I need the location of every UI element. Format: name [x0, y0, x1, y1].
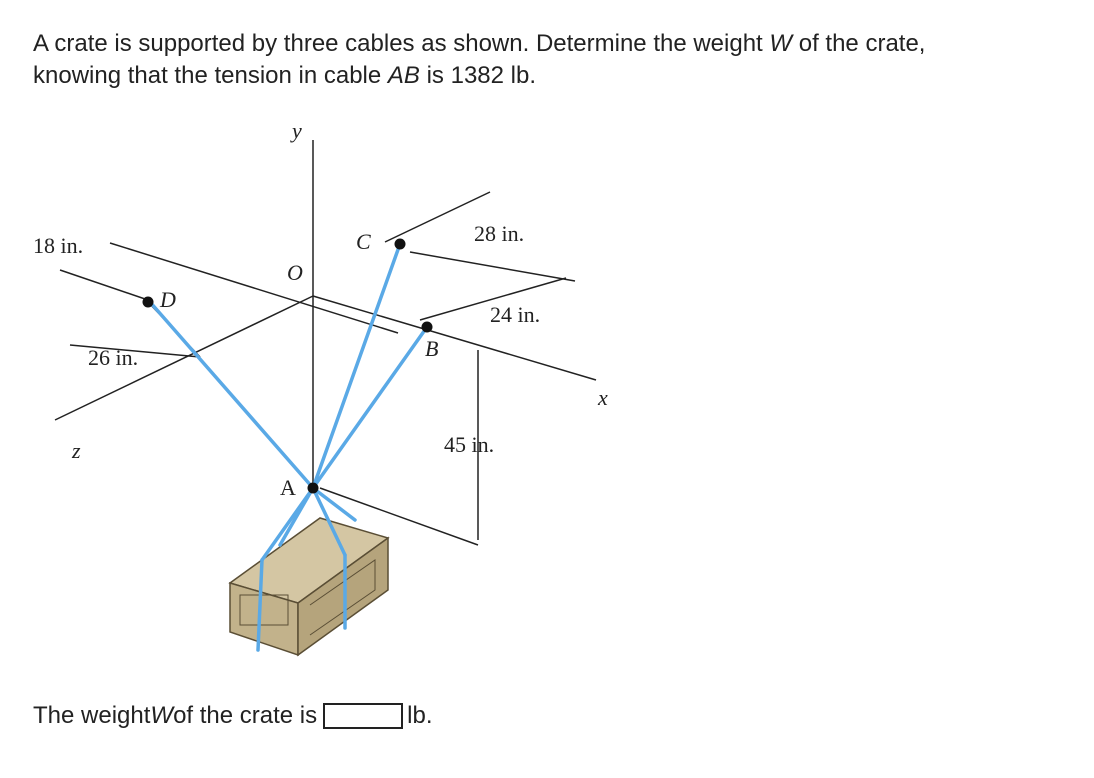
answer-prefix-pre: The weight [33, 702, 151, 729]
axis-label-z: z [72, 438, 81, 463]
axis-label-y: y [292, 118, 302, 143]
axis-label-x: x [598, 385, 608, 410]
point-d-dot [143, 297, 154, 308]
point-label-o: O [287, 260, 303, 285]
weight-answer-input[interactable] [323, 703, 403, 729]
answer-row [33, 700, 433, 732]
dim-label-28: 28 in. [474, 221, 525, 246]
ceiling-line-c-x [410, 252, 575, 281]
point-label-a: A [280, 475, 296, 500]
answer-unit: lb. [407, 702, 433, 729]
dim-label-24: 24 in. [490, 302, 541, 327]
cable-ab [313, 327, 427, 488]
answer-var-w: W [150, 702, 174, 729]
question-line2-post: is 1382 lb. [419, 62, 536, 89]
point-label-b: B [425, 336, 439, 361]
answer-prefix-post: of the crate is [173, 702, 318, 729]
dim-18-line [60, 270, 148, 300]
crate [230, 518, 388, 655]
cable-ac [313, 244, 400, 488]
question-line1-pre: A crate is supported by three cables as shown. Determine the weight [33, 30, 770, 57]
ceiling-line-back [110, 243, 398, 333]
question-var-ab: AB [387, 62, 420, 89]
point-label-c: C [356, 229, 371, 254]
point-label-d: D [160, 287, 176, 312]
question-line2-pre: knowing that the tension in cable [33, 62, 388, 89]
point-c-dot [395, 239, 406, 250]
point-a-dot [308, 483, 319, 494]
question-line1-post: of the crate, [792, 30, 926, 57]
dim-label-26: 26 in. [88, 345, 139, 370]
question-var-w: W [769, 30, 793, 57]
point-b-dot [422, 322, 433, 333]
dim-label-45: 45 in. [444, 432, 495, 457]
cable-ad [150, 302, 313, 488]
dim-label-18: 18 in. [33, 233, 84, 258]
